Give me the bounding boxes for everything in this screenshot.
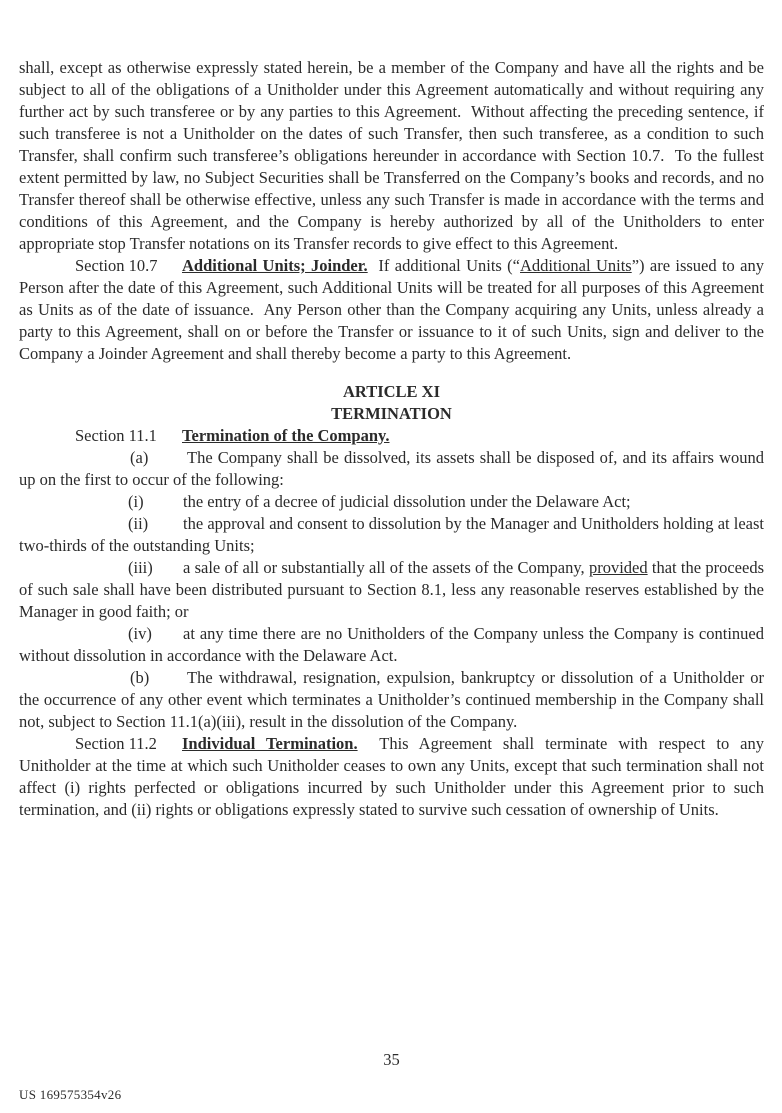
list-item-i: [19, 491, 764, 513]
section-10-7-body-post: ”) are issued to any Person after the date of this Agreement, such Additional Units will be treated for all purposes of this Agreement as Units as of the date of issuance. Any Person other than the Company acquiring any Units, unless already a party to this Agreement, shall on or before the Transfer or issuance to it of such Units, sign and deliver to the Company a Joinder Agreement and shall thereby become a party to this Agreement.: [19, 256, 764, 363]
section-10-7-number: Section 10.7: [75, 256, 158, 275]
subsection-a-text: The Company shall be dissolved, its assets shall be disposed of, and its affairs wound up on the first to occur of the following:: [19, 448, 764, 489]
list-item-i-text: the entry of a decree of judicial dissolution under the Delaware Act;: [183, 492, 631, 511]
subsection-a: [19, 447, 764, 491]
section-11-2: [19, 733, 764, 821]
section-11-2-body: This Agreement shall terminate with respect to any Unitholder at the time at which such Unitholder ceases to own any Units, except that such termination shall not affect (i) rights perfected or obligations incurred by such Unitholder under this Agreement prior to such termination, and (ii) rights or obligations expressly stated to survive such cessation of ownership of Units.: [19, 734, 764, 819]
article-xi-subtitle: TERMINATION: [331, 404, 452, 423]
list-item-i-label: (i): [128, 492, 144, 511]
article-xi-heading: [19, 381, 764, 425]
subsection-a-label: (a): [130, 448, 149, 467]
footer-document-id: US 169575354v26: [19, 1087, 122, 1102]
subsection-b-label: (b): [130, 668, 150, 687]
list-item-ii: [19, 513, 764, 557]
section-11-2-heading: Individual Termination.: [182, 734, 358, 753]
list-item-iii: [19, 557, 764, 623]
article-xi-title: ARTICLE XI: [342, 382, 441, 401]
subsection-b: [19, 667, 764, 733]
list-item-iii-provided: provided: [588, 558, 648, 577]
section-10-7-body-pre: If additional Units (“: [367, 256, 521, 275]
list-item-iii-text-pre: a sale of all or substantially all of the assets of the Company,: [183, 558, 589, 577]
section-10-7-heading: Additional Units; Joinder.: [182, 256, 368, 275]
section-11-1-number: Section 11.1: [75, 426, 157, 445]
section-11-2-number: Section 11.2: [75, 734, 157, 753]
paragraph-continuation: shall, except as otherwise expressly stated herein, be a member of the Company and have all the rights and be subject to all of the obligations of a Unitholder under this Agreement automatically and without requiring any further act by such transferee or by any parties to this Agreement. Without affecting the preceding sentence, if such transferee is not a Unitholder on the dates of such Transfer, then such transferee, as a condition to such Transfer, shall confirm such transferee’s obligations hereunder in accordance with Section 10.7. To the fullest extent permitted by law, no Subject Securities shall be Transferred on the Company’s books and records, and no Transfer thereof shall be otherwise effective, unless any such Transfer is made in accordance with the terms and conditions of this Agreement, and the Company is hereby authorized by all of the Unitholders to enter appropriate stop Transfer notations on its Transfer records to give effect to this Agreement.: [19, 58, 764, 253]
list-item-iii-text-post: that the proceeds of such sale shall have been distributed pursuant to Section 8.1, less any reasonable reserves established by the Manager in good faith; or: [19, 558, 764, 621]
list-item-ii-text: the approval and consent to dissolution by the Manager and Unitholders holding at least two-thirds of the outstanding Units;: [19, 514, 764, 555]
list-item-iii-label: (iii): [128, 558, 153, 577]
section-11-1-heading: Termination of the Company.: [182, 426, 390, 445]
list-item-iv-label: (iv): [128, 624, 152, 643]
list-item-iv: [19, 623, 764, 667]
section-10-7: [19, 255, 764, 365]
list-item-ii-label: (ii): [128, 514, 149, 533]
defined-term-additional-units: Additional Units: [520, 256, 632, 275]
list-item-iv-text: at any time there are no Unitholders of the Company unless the Company is continued without dissolution in accordance with the Delaware Act.: [19, 624, 764, 665]
page-content: [19, 57, 764, 821]
subsection-b-text: The withdrawal, resignation, expulsion, bankruptcy or dissolution of a Unitholder or the occurrence of any other event which terminates a Unitholder’s continued membership in the Company shall not, subject to Section 11.1(a)(iii), result in the dissolution of the Company.: [19, 668, 764, 731]
page-number: 35: [383, 1050, 400, 1069]
section-11-1: [19, 425, 764, 447]
